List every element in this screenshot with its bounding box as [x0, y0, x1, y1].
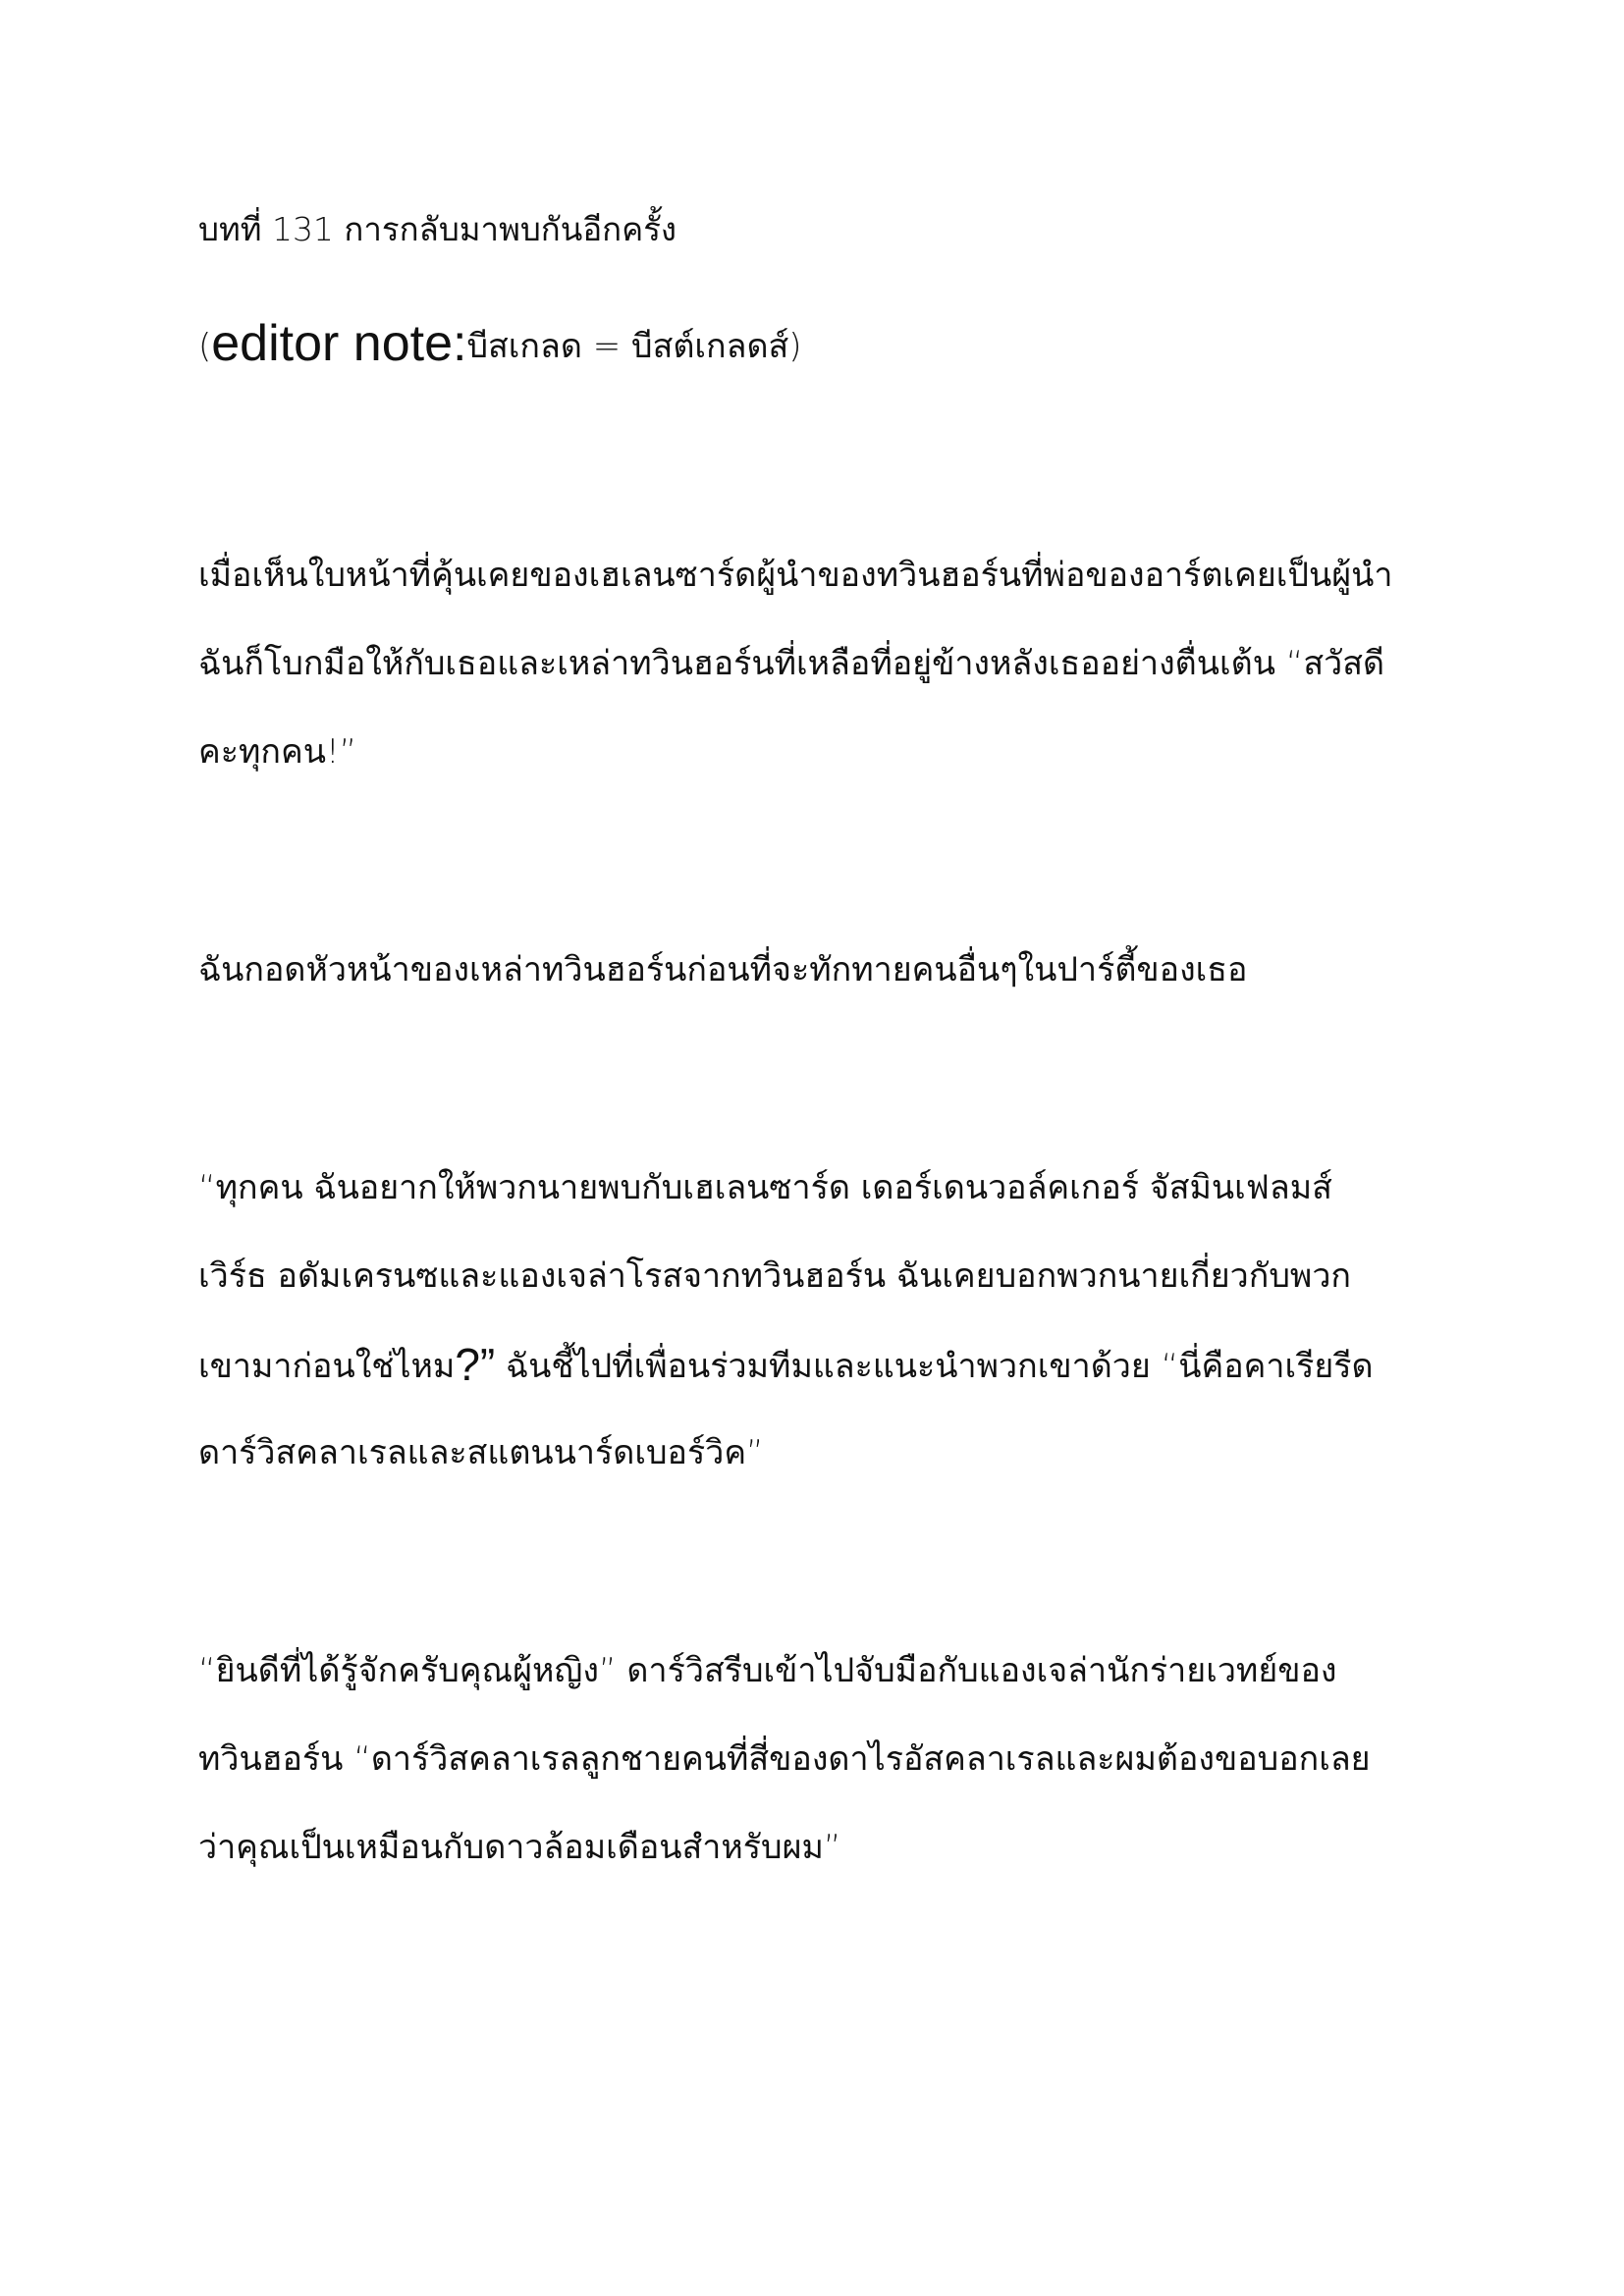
paragraph-1-line-1: เมื่อเห็นใบหน้าที่คุ้นเคยของเฮเลนซาร์ดผู้นำของทวินฮอร์นที่พ่อของอาร์ตเคยเป็นผู้นำ: [198, 556, 1393, 595]
editor-note-label: editor note:: [211, 315, 467, 372]
paragraph-3-line-2: เวิร์ธ อดัมเครนซและแองเจล่าโรสจากทวินฮอร์น ฉันเคยบอกพวกนายเกี่ยวกับพวก: [198, 1256, 1352, 1296]
paragraph-3-line-3: [198, 1339, 1374, 1390]
paragraph-1-line-2: ฉันก็โบกมือให้กับเธอและเหล่าทวินฮอร์นที่เหลือที่อยู่ข้างหลังเธออย่างตื่นเต้น “สวัสดี: [198, 644, 1385, 683]
editor-note-text: บีสเกลด = บีสต์เกลดส์): [466, 327, 802, 366]
editor-note-open-paren: (: [198, 327, 212, 366]
paragraph-3-line-4: ดาร์วิสคลาเรลและสแตนนาร์ดเบอร์วิค”: [198, 1433, 764, 1472]
chapter-title: บทที่ 131 การกลับมาพบกันอีกครั้ง: [198, 210, 677, 248]
paragraph-4-line-3: ว่าคุณเป็นเหมือนกับดาวล้อมเดือนสำหรับผม”: [198, 1828, 841, 1867]
paragraph-1-line-3: คะทุกคน!”: [198, 732, 357, 772]
paragraph-3-line-3-after: ฉันชี้ไปที่เพื่อนร่วมทีมและแนะนำพวกเขาด้วย “นี่คือคาเรียรีด: [495, 1347, 1374, 1386]
paragraph-2-line-1: ฉันกอดหัวหน้าของเหล่าทวินฮอร์นก่อนที่จะทักทายคนอื่นๆในปาร์ตี้ของเธอ: [198, 950, 1248, 989]
editor-note: [198, 315, 802, 372]
question-quote-mark: ?”: [455, 1339, 496, 1390]
paragraph-3-line-1: “ทุกคน ฉันอยากให้พวกนายพบกับเฮเลนซาร์ด เดอร์เดนวอล์คเกอร์ จัสมินเฟลมส์: [198, 1168, 1332, 1207]
paragraph-4-line-1: “ยินดีที่ได้รู้จักครับคุณผู้หญิง” ดาร์วิสรีบเข้าไปจับมือกับแองเจล่านักร่ายเวทย์ของ: [198, 1651, 1337, 1690]
paragraph-3-line-3-before: เขามาก่อนใช่ไหม: [198, 1347, 456, 1386]
paragraph-4-line-2: ทวินฮอร์น “ดาร์วิสคลาเรลลูกชายคนที่สี่ของดาไรอัสคลาเรลและผมต้องขอบอกเลย: [198, 1739, 1371, 1779]
